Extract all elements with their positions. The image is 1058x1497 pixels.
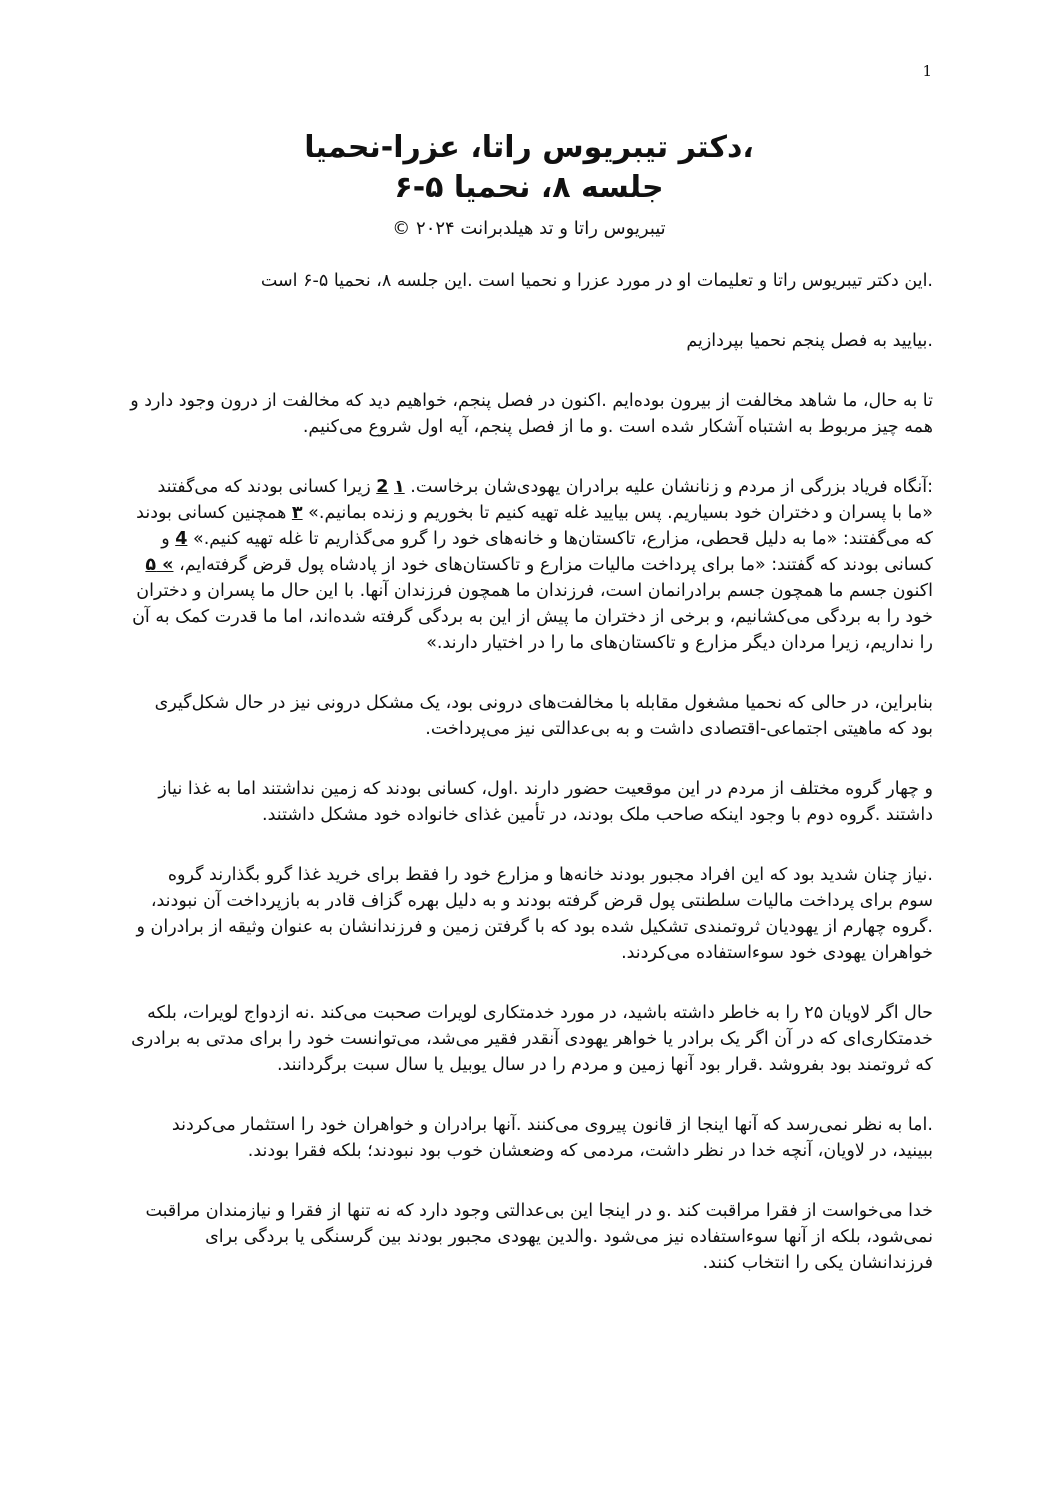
title-block: [128, 128, 930, 244]
verse-number: ۱: [394, 477, 405, 497]
scripture-text: اکنون جسم ما همچون جسم برادرانمان است، فرزندان ما همچون فرزندان آنها. با این حال ما پسران و دختران خود را به بردگی می‌کشانیم، و برخی از دختران ما پیش از این به بردگی گرفته شده‌اند، اما ما قدرت کمک به آن را نداریم، زیرا مردان دیگر مزارع و تاکستان‌های ما را در اختیار دارند.»: [132, 581, 933, 653]
page-number: 1: [922, 62, 932, 80]
document-title: ،دکتر تیبریوس راتا، عزرا-نحمیا: [304, 130, 754, 165]
paragraph-internal-problem: بنابراین، در حالی که نحمیا مشغول مقابله با مخالفت‌های درونی بود، یک مشکل درونی نیز در حال شکل‌گیری بود که ماهیتی اجتماعی-اقتصادی داشت و به بی‌عدالتی نیز می‌پرداخت.: [154, 693, 933, 739]
paragraph-law: .اما به نظر نمی‌رسد که آنها اینجا از قانون پیروی می‌کنند .آنها برادران و خواهران خود را استثمار می‌کردند ببینید، در لاویان، آنچه خدا در نظر داشت، مردمی که وضعشان خوب بود نبودند؛ بلکه فقرا بودند.: [171, 1115, 933, 1161]
paragraph-chapter-start: .بیایید به فصل پنجم نحمیا بپردازیم: [686, 331, 933, 351]
paragraph-four-groups: و چهار گروه مختلف از مردم در این موقعیت حضور دارند .اول، کسانی بودند که زمین نداشتند اما به غذا نیاز داشتند .گروه دوم با وجود اینکه صاحب ملک بودند، در تأمین غذای خانواده خود مشکل داشتند.: [158, 779, 933, 825]
paragraph-intro: .این دکتر تیبریوس راتا و تعلیمات او در مورد عزرا و نحمیا است .این جلسه ۸، نحمیا ۵-۶ است: [260, 271, 933, 291]
paragraph-leviticus: حال اگر لاویان ۲۵ را به خاطر داشته باشید، در مورد خدمتکاری لویرات صحبت می‌کند .نه ازدواج لویرات، بلکه خدمتکاری‌ای که در آن اگر یک برادر یا خواهر یهودی آنقدر فقیر می‌شد، می‌توانست خود را برای مدتی به برادری که ثروتمند بود بفروشد .قرار بود آنها زمین و مردم را در سال یوبیل یا سال سبت برگردانند.: [131, 1003, 933, 1075]
scripture-intro: :آنگاه فریاد بزرگی از مردم و زنانشان علیه برادران یهودی‌شان برخاست.: [410, 477, 933, 497]
paragraph-injustice: خدا می‌خواست از فقرا مراقبت کند .و در اینجا این بی‌عدالتی وجود دارد که نه تنها از فقرا و نیازمندان مراقبت نمی‌شود، بلکه از آنها سوءاستفاده نیز می‌شود .والدین یهودی مجبور بودند بین گرسنگی یا بردگی برای فرزندانشان یکی را انتخاب کنند.: [145, 1201, 933, 1273]
scripture-text: همچنین کسانی بودند که می‌گفتند: «ما به دلیل قحطی، مزارع، تاکستان‌ها و خانه‌های خود را گرو می‌گذاریم تا غله تهیه کنیم.»: [136, 503, 933, 549]
document-session-title: جلسه ۸، نحمیا ۵-۶: [394, 170, 664, 205]
verse-number: » ۵: [145, 555, 174, 575]
verse-number: 2: [376, 477, 389, 497]
verse-number: 4: [175, 529, 188, 549]
copyright-line: تیبریوس راتا و تد هیلدبرانت ۲۰۲۴ ©: [392, 218, 666, 239]
scripture-text: زیرا کسانی بودند که می‌گفتند «ما با پسران و دختران خود بسیاریم. پس بیایید غله تهیه کنیم تا بخوریم و زنده بمانیم.»: [157, 477, 933, 523]
paragraph-opposition: تا به حال، ما شاهد مخالفت از بیرون بوده‌ایم .اکنون در فصل پنجم، خواهیم دید که مخالفت از درون وجود دارد و همه چیز مربوط به اشتباه آشکار شده است .و ما از فصل پنجم، آیه اول شروع می‌کنیم.: [130, 391, 933, 437]
paragraph-groups-detail: .نیاز چنان شدید بود که این افراد مجبور بودند خانه‌ها و مزارع خود را فقط برای خرید غذا گرو بگذارند گروه سوم برای پرداخت مالیات سلطنتی پول قرض گرفته بودند و به دلیل بهره گزاف قادر به بازپرداخت آن نبودند، .گروه چهارم از یهودیان ثروتمندی تشکیل شده بود که با گرفتن زمین و فرزندانشان به عنوان وثیقه از برادران و خواهران یهودی خود سوءاستفاده می‌کردند.: [136, 865, 933, 963]
scripture-text: و کسانی بودند که گفتند: «ما برای پرداخت مالیات مزارع و تاکستان‌های خود از پادشاه پول قرض گرفته‌ایم،: [161, 529, 933, 575]
verse-number: ۳: [291, 503, 303, 523]
document-body: [128, 268, 933, 1310]
paragraph-scripture: [128, 474, 933, 656]
